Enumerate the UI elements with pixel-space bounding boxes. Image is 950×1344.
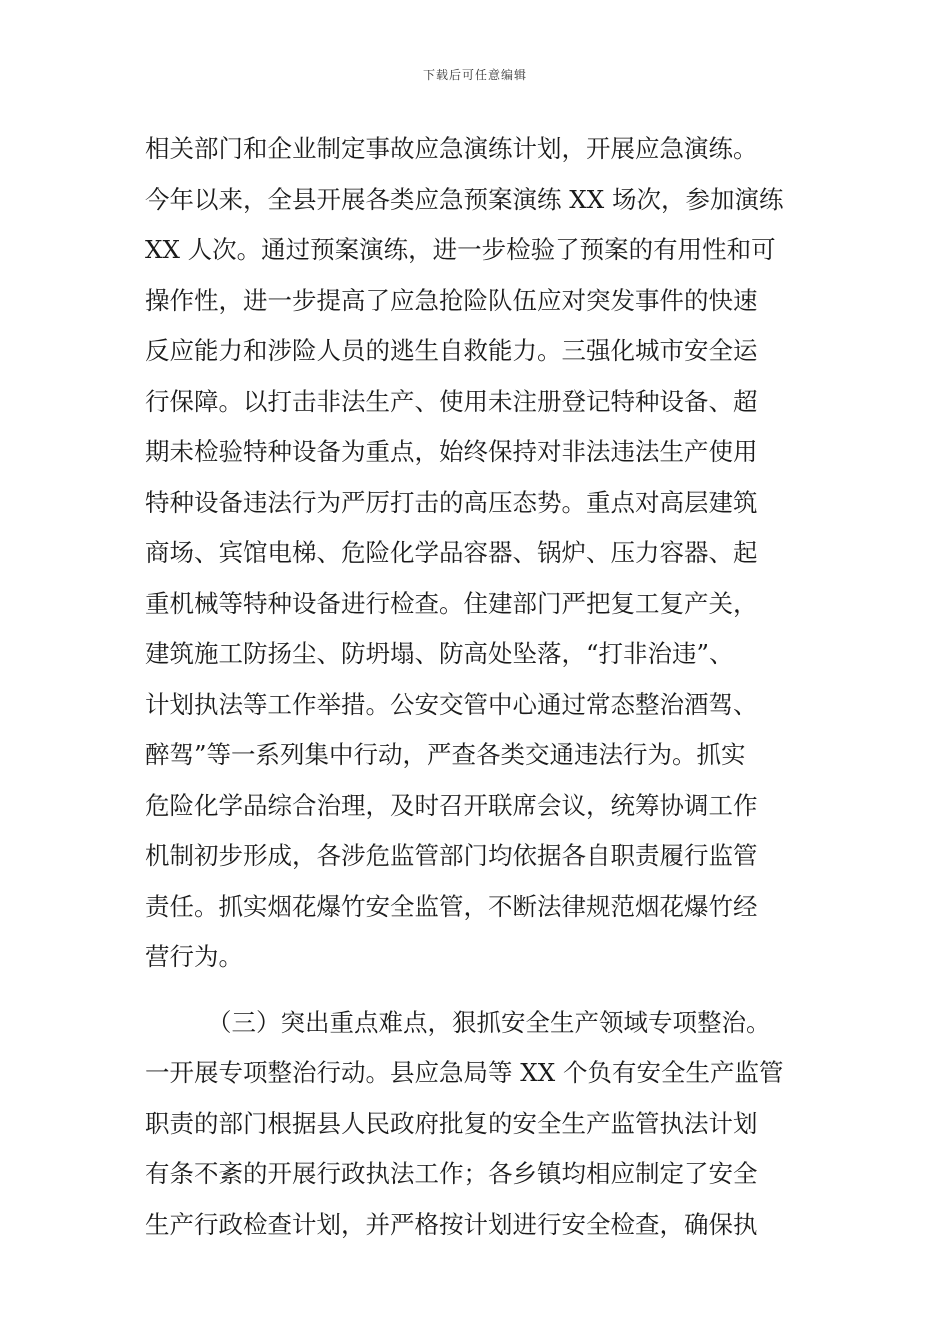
section-heading-line: （三）突出重点难点，狠抓安全生产领域专项整治。 (207, 1007, 771, 1037)
text-line: 重机械等特种设备进行检查。住建部门严把复工复产关， (145, 588, 758, 618)
text-line: 商场、宾馆电梯、危险化学品容器、锅炉、压力容器、起 (145, 538, 758, 567)
document-body (145, 124, 815, 1250)
text-line: 危险化学品综合治理，及时召开联席会议，统筹协调工作 (145, 790, 758, 820)
text-line: 职责的部门根据县人民政府批复的安全生产监管执法计划 (145, 1108, 758, 1138)
text-line: 今年以来，全县开展各类应急预案演练 XX 场次，参加演练 (145, 184, 784, 214)
text-line: 相关部门和企业制定事故应急演练计划，开展应急演练。 (145, 134, 758, 163)
text-line: XX 人次。通过预案演练，进一步检验了预案的有用性和可 (145, 235, 776, 264)
header-note: 下载后可任意编辑 (422, 68, 527, 82)
text-line: 有条不紊的开展行政执法工作；各乡镇均相应制定了安全 (145, 1159, 758, 1188)
text-line: 计划执法等工作举措。公安交管中心通过常态整治酒驾、 (145, 689, 758, 719)
text-line: 生产行政检查计划，并严格按计划进行安全检查，确保执 (145, 1209, 758, 1239)
text-line: 建筑施工防扬尘、防坍塌、防高处坠落，“打非治违”、 (145, 639, 734, 668)
text-line: 特种设备违法行为严厉打击的高压态势。重点对高层建筑 (145, 487, 758, 517)
paragraph-2 (145, 998, 815, 1251)
text-line: 操作性，进一步提高了应急抢险队伍应对突发事件的快速 (145, 285, 758, 315)
text-line: 责任。抓实烟花爆竹安全监管，不断法律规范烟花爆竹经 (145, 891, 758, 921)
text-line: 机制初步形成，各涉危监管部门均依据各自职责履行监管 (145, 841, 758, 870)
text-line: 反应能力和涉险人员的逃生自救能力。三强化城市安全运 (145, 336, 758, 365)
paragraph-1 (145, 124, 815, 983)
text-line: 期未检验特种设备为重点，始终保持对非法违法生产使用 (145, 437, 758, 466)
text-line: 行保障。以打击非法生产、使用未注册登记特种设备、超 (145, 386, 758, 416)
text-line: 一开展专项整治行动。县应急局等 XX 个负有安全生产监管 (145, 1058, 784, 1087)
text-line: 醉驾”等一系列集中行动，严查各类交通违法行为。抓实 (145, 740, 746, 769)
text-line: 营行为。 (145, 942, 243, 971)
